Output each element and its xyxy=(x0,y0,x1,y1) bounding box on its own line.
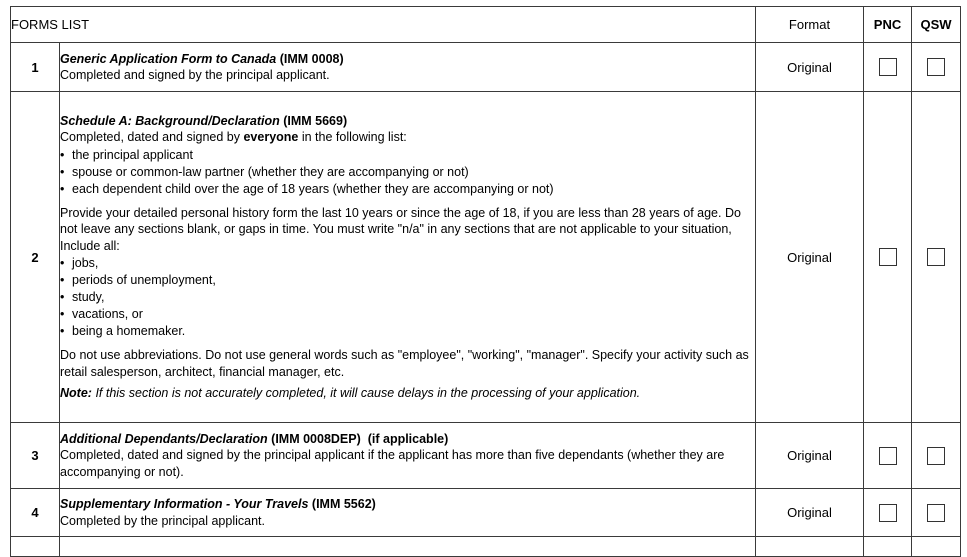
form-name: Generic Application Form to Canada xyxy=(60,51,277,66)
table-row xyxy=(11,423,961,489)
pnc-column-header: PNC xyxy=(864,7,912,43)
intro-emphasis: everyone xyxy=(243,130,299,144)
qsw-cell xyxy=(912,92,961,423)
table-row xyxy=(11,43,961,92)
format-cell: Original xyxy=(756,92,864,423)
list-item: • jobs, xyxy=(60,255,755,272)
pnc-checkbox[interactable] xyxy=(879,447,897,465)
form-code: (IMM 0008) xyxy=(279,51,344,66)
list-item: • each dependent child over the age of 18 years (whether they are accompanying or not) xyxy=(60,181,755,198)
pnc-cell xyxy=(864,489,912,537)
qsw-cell xyxy=(912,423,961,489)
row-number: 4 xyxy=(11,489,60,537)
note xyxy=(60,385,755,402)
qsw-cell xyxy=(912,43,961,92)
pnc-cell xyxy=(864,43,912,92)
form-condition: (if applicable) xyxy=(367,431,449,446)
forms-list-table xyxy=(10,6,961,557)
form-description xyxy=(60,43,756,92)
note-label: Note: xyxy=(60,386,92,400)
form-description xyxy=(60,92,756,423)
form-requirement: Completed and signed by the principal applicant. xyxy=(60,68,330,82)
qsw-checkbox[interactable] xyxy=(927,58,945,76)
form-requirement xyxy=(60,129,755,146)
form-name: Supplementary Information - Your Travels xyxy=(60,497,309,511)
table-row xyxy=(11,489,961,537)
form-description xyxy=(60,423,756,489)
list-item: • spouse or common-law partner (whether they are accompanying or not) xyxy=(60,164,755,181)
pnc-checkbox[interactable] xyxy=(879,504,897,522)
list-item: • vacations, or xyxy=(60,306,755,323)
form-description xyxy=(60,489,756,537)
format-cell: Original xyxy=(756,423,864,489)
qsw-checkbox[interactable] xyxy=(927,504,945,522)
history-list xyxy=(60,255,755,340)
row-number: 2 xyxy=(11,92,60,423)
pnc-checkbox[interactable] xyxy=(879,58,897,76)
table-header-row xyxy=(11,7,961,43)
form-requirement: Completed by the principal applicant. xyxy=(60,513,265,528)
qsw-column-header: QSW xyxy=(912,7,961,43)
table-row xyxy=(11,92,961,423)
pnc-cell xyxy=(864,423,912,489)
form-name: Additional Dependants/Declaration xyxy=(60,431,268,446)
pnc-cell xyxy=(864,92,912,423)
list-item: • the principal applicant xyxy=(60,147,755,164)
form-requirement: Completed, dated and signed by the principal applicant if the applicant has more than five dependants (whether they are accompanying or not). xyxy=(60,448,725,479)
list-item: • being a homemaker. xyxy=(60,323,755,340)
qsw-checkbox[interactable] xyxy=(927,447,945,465)
signer-list xyxy=(60,147,755,198)
intro-text: Completed, dated and signed by xyxy=(60,130,244,144)
row-number: 1 xyxy=(11,43,60,92)
intro-text-end: in the following list: xyxy=(298,130,407,144)
format-column-header: Format xyxy=(756,7,864,43)
format-cell: Original xyxy=(756,489,864,537)
row-number: 3 xyxy=(11,423,60,489)
pnc-checkbox[interactable] xyxy=(879,248,897,266)
list-item: • periods of unemployment, xyxy=(60,272,755,289)
abbreviation-instructions: Do not use abbreviations. Do not use general words such as "employee", "working", "manager". Specify your activity such as retail salesperson, architect, financial manager, etc. xyxy=(60,348,749,379)
history-instructions: Provide your detailed personal history form the last 10 years or since the age of 18, if you are less than 28 years of age. Do not leave any sections blank, or gaps in time. You must write "n/a" in any sections that are not applicable to your situation, Include all: xyxy=(60,205,741,253)
list-item: • study, xyxy=(60,289,755,306)
qsw-cell xyxy=(912,489,961,537)
forms-list-title: FORMS LIST xyxy=(11,7,756,43)
note-text: If this section is not accurately completed, it will cause delays in the processing of your application. xyxy=(95,386,641,400)
form-code: (IMM 5669) xyxy=(283,113,348,128)
form-name: Schedule A: Background/Declaration xyxy=(60,113,280,128)
qsw-checkbox[interactable] xyxy=(927,248,945,266)
form-code: (IMM 5562) xyxy=(311,497,376,511)
table-row xyxy=(11,537,961,557)
form-code: (IMM 0008DEP) xyxy=(271,431,361,446)
format-cell: Original xyxy=(756,43,864,92)
